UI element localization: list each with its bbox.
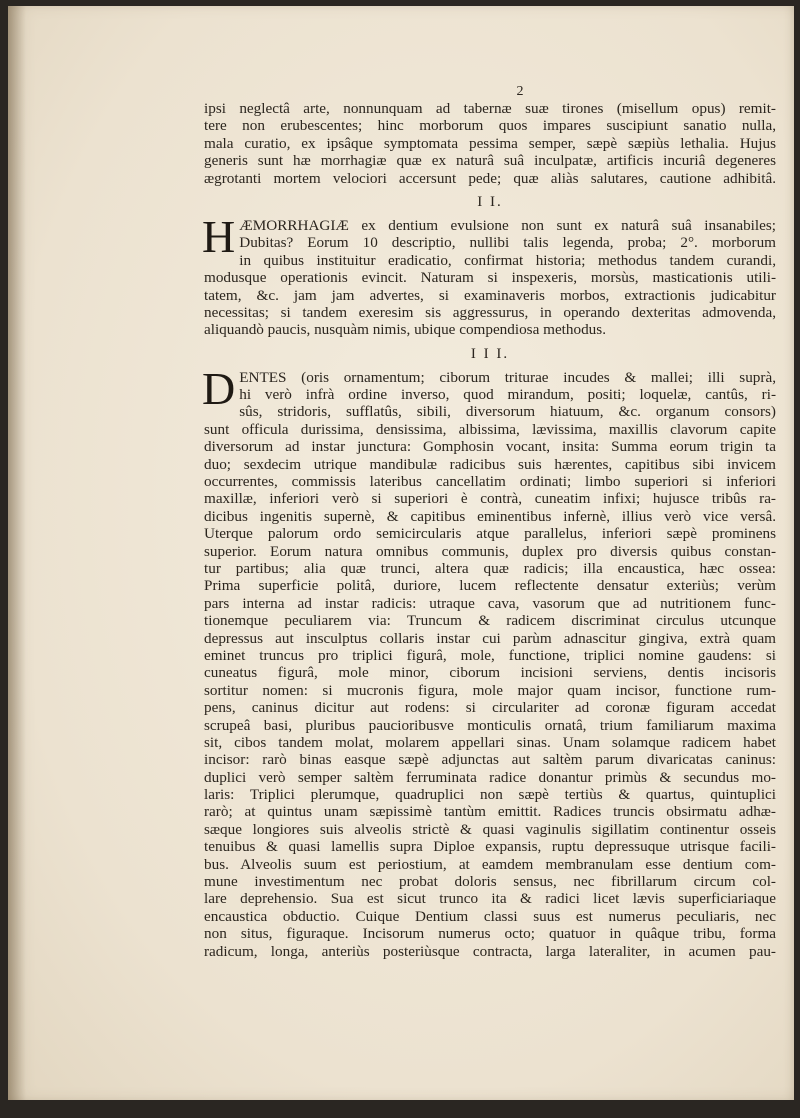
intro-paragraph	[204, 100, 776, 187]
text-line: pens, caninus dicitur aut rodens: si circulariter ad coronæ figuram accedat	[204, 699, 776, 717]
text-line: in quibus instituitur eradicatio, confirmat historia; methodus tandem curandi,	[239, 251, 776, 269]
section-iii-paragraph	[202, 362, 776, 960]
text-line: non situs, figuraque. Incisorum numerus octo; quatuor in quâque tribu, forma	[204, 925, 776, 943]
text-line: laris: Triplici plerumque, quadruplici non sæpè tertiùs & quartus, quintuplici	[204, 786, 776, 804]
text-line: duplici verò semper saltèm ferruminata radice donantur primùs & secundus mo-	[204, 768, 776, 786]
text-line: aliquandò paucis, nusquàm nimis, ubique compendiosa methodus.	[204, 321, 606, 339]
text-block	[204, 84, 776, 960]
text-line: sunt officula durissima, densissima, albissima, lævissima, maxillis clavorum capite	[204, 420, 776, 438]
text-line: tatem, &c. jam jam advertes, si examinaveris morbos, extractionis judicabitur	[204, 286, 776, 304]
text-line: tur partibus; alia quæ trunci, altera quæ radicis; illa encaustica, hæc ossea:	[204, 559, 776, 577]
text-line: ÆMORRHAGIÆ ex dentium evulsione non sunt ex naturâ suâ insanabiles;	[239, 216, 776, 234]
text-line: duo; sexdecim utrique mandibulæ radicibus suis hærentes, capitibus sibi invicem	[204, 455, 776, 473]
text-line: sæque longiores suis alveolis strictè & quasi vaginulis sigillatim continentur osseis	[204, 820, 776, 838]
text-line: lare deprehensio. Sua est sicut trunco ita & radici licet lævis superficiariaque	[204, 890, 776, 908]
text-line: tionemque peculiarem via: Truncum & radicem discriminat circulus utcunque	[204, 612, 776, 630]
text-line: scrupeâ basi, pluribus paucioribusve monticulis ornatâ, trium familiarum maxima	[204, 716, 776, 734]
text-line: dicibus ingenitis supernè, & capitibus eminentibus infernè, illius verò vice versâ.	[204, 507, 776, 525]
text-line: pars interna ad instar radicis: utraque cava, vasorum que ad nutritionem func-	[204, 594, 776, 612]
text-line: maxillæ, inferiori verò si superiori è contrà, cuneatim infixi; hujusce tribûs ra-	[204, 490, 776, 508]
text-line: depressus aut insculptus collaris instar cui parùm adnascitur gingiva, extrà quam	[204, 629, 776, 647]
page-number: 2	[516, 84, 524, 99]
text-line: ægrotanti mortem velociori accersunt pede; quæ aliàs salutares, cautione adhibitâ.	[204, 169, 776, 187]
text-line: superior. Eorum natura omnibus communis, duplex pro diversis quibus constan-	[204, 542, 776, 560]
text-line: sortitur nomen: si mucronis figura, mole major quam incisor, functione rum-	[204, 681, 776, 699]
text-line: cuneatus figurâ, mole minor, ciborum incisioni serviens, dentis incisoris	[204, 664, 776, 682]
text-line: mala curatio, ex ipsâque symptomata pessima semper, sæpè sæpiùs lethalia. Hujus	[204, 134, 776, 152]
text-line: incisor: rarò binas easque sæpè adjunctas aut saltèm parum divaricatas caninus:	[204, 751, 776, 769]
text-line: Uterque palorum ordo semicircularis atque parallelus, inferiori sæpè prominens	[204, 525, 776, 543]
section-ii-paragraph	[202, 210, 776, 339]
drop-cap: H	[202, 210, 236, 262]
text-line: mune investimentum nec probat doloris sensus, nec fibrillarum circum col-	[204, 873, 776, 891]
text-line: necessitas; si tandem exeresim sis aggressurus, in operando dexteritas admovenda,	[204, 303, 776, 321]
drop-cap: D	[202, 362, 236, 414]
text-line: modusque operationis evincit. Naturam si inspexeris, morsùs, masticationis utili-	[204, 269, 776, 287]
text-line: hi verò infrà ordine inverso, quod mirandum, positi; loquelæ, cantûs, ri-	[239, 386, 776, 404]
page-binding-shadow	[8, 6, 26, 1100]
text-line: Prima superficie politâ, duriore, lucem reflectente densatur exteriùs; verùm	[204, 577, 776, 595]
text-line: encaustica obductio. Cuique Dentium classi suus est numerus peculiaris, nec	[204, 907, 776, 925]
section-heading-ii: I I.	[477, 193, 503, 210]
text-line: diversorum ad instar junctura: Gomphosin vocant, insita: Summa eorum trigin ta	[204, 438, 776, 456]
text-line: eminet truncus pro triplici figurâ, mole, functione, triplici nomine gaudens: si	[204, 646, 776, 664]
text-line: ipsi neglectâ arte, nonnunquam ad tabernæ suæ tirones (misellum opus) remit-	[204, 100, 776, 117]
section-heading-iii: I I I.	[470, 345, 510, 362]
text-line: sit, cibos tandem molat, molarem appellari sinas. Unam solamque radicem habet	[204, 733, 776, 751]
text-line: tere non erubescentes; hinc morborum quos impares suscipiunt sanatio nulla,	[204, 117, 776, 135]
text-line: bus. Alveolis suum est periostium, at eamdem membranulam esse dentium com-	[204, 855, 776, 873]
text-line: sûs, stridoris, sufflatûs, sibili, diversorum hiatuum, &c. organum consors)	[239, 403, 776, 421]
text-line: rarò; at quintus unam sæpissimè tantùm emittit. Radices truncis obsirmatu adhæ-	[204, 803, 776, 821]
book-page	[8, 6, 794, 1100]
text-line: Dubitas? Eorum 10 descriptio, nullibi talis legenda, proba; 2°. morborum	[239, 234, 776, 252]
text-line: tenuibus & quasi lamellis supra Diploe expansis, ruptu depressuque utrisque facili-	[204, 838, 776, 856]
text-line: generis sunt hæ morrhagiæ quæ ex naturâ suâ inculpatæ, artificis incuriâ degeneres	[204, 152, 776, 170]
text-line: occurrentes, commissis lateribus cancellatim ordinati; limbo superiori si inferiori	[204, 473, 776, 491]
text-line: ENTES (oris ornamentum; ciborum triturae incudes & mallei; illi suprà,	[239, 368, 776, 386]
text-line: radicum, longa, anteriùs posteriùsque contracta, larga lateraliter, in acumen pau-	[204, 942, 776, 960]
